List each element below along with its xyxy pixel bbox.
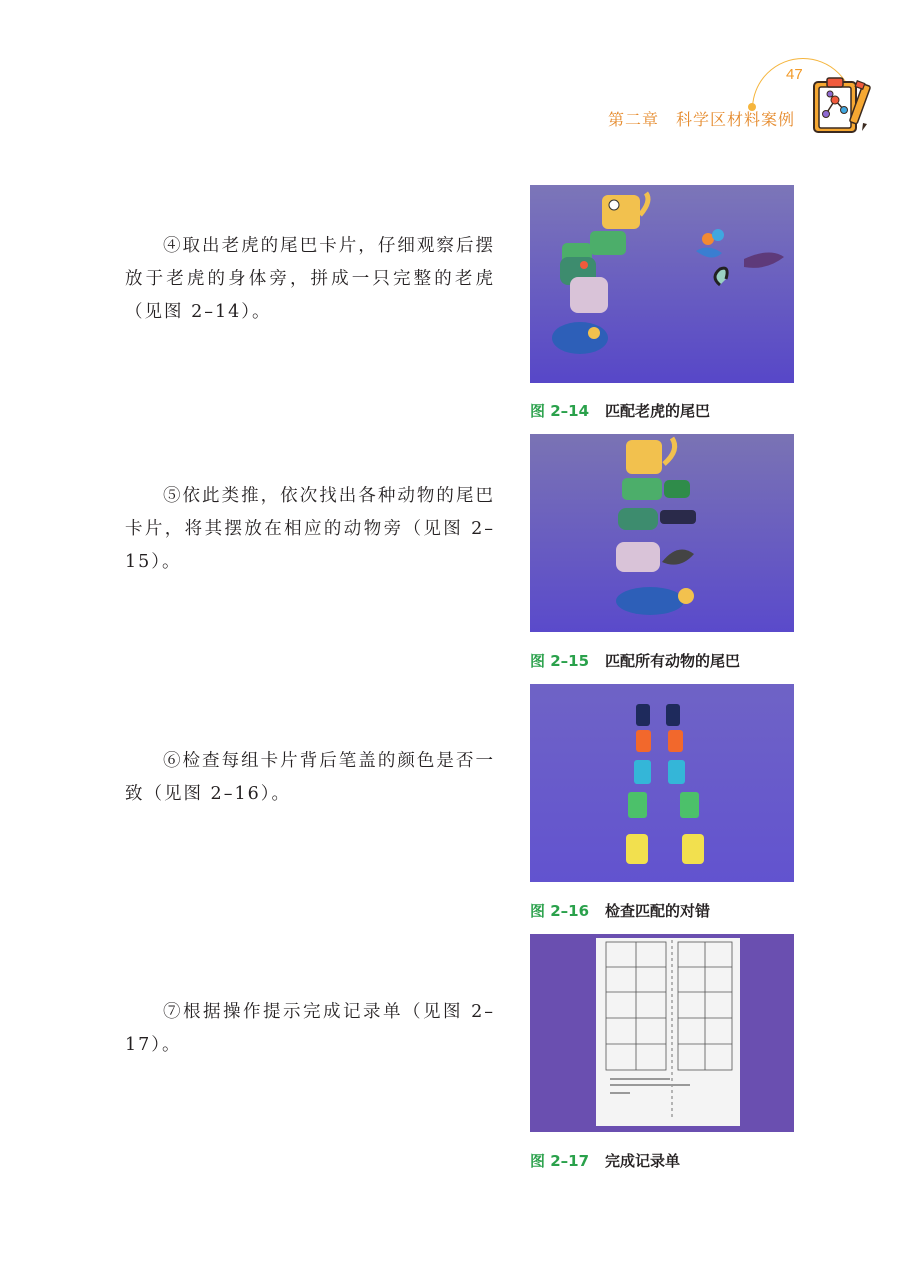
page-number: 47 <box>786 66 803 83</box>
mouse-card <box>552 322 608 354</box>
figure-2-14-photo <box>530 185 794 383</box>
figure-title: 完成记录单 <box>605 1152 681 1170</box>
figure-2-16-photo <box>530 684 794 882</box>
figure-2-17-caption <box>530 1150 680 1171</box>
squirrel-card <box>570 277 608 313</box>
figure-label: 图 2–14 <box>530 402 590 420</box>
record-sheet <box>596 938 740 1126</box>
step-6-text: ⑥检查每组卡片背后笔盖的颜色是否一致（见图 2–16）。 <box>125 751 495 804</box>
figure-label: 图 2–17 <box>530 1152 590 1170</box>
figure-title: 匹配老虎的尾巴 <box>605 402 711 420</box>
step-5-text: ⑤依此类推，依次找出各种动物的尾巴卡片，将其摆放在相应的动物旁（见图 2–15）。 <box>125 486 495 572</box>
figure-2-15-photo <box>530 434 794 632</box>
figure-title: 匹配所有动物的尾巴 <box>605 652 741 670</box>
figure-2-17-photo <box>530 934 794 1132</box>
figure-label: 图 2–15 <box>530 652 590 670</box>
figure-label: 图 2–16 <box>530 902 590 920</box>
chapter-title: 第二章 科学区材料案例 <box>608 110 796 129</box>
step-7-text: ⑦根据操作提示完成记录单（见图 2–17）。 <box>125 1002 495 1055</box>
figure-2-16-caption <box>530 900 710 921</box>
dragon-pair <box>622 478 690 500</box>
step-4-text: ④取出老虎的尾巴卡片，仔细观察后摆放于老虎的身体旁，拼成一只完整的老虎（见图 2–14）。 <box>125 236 495 322</box>
figure-title: 检查匹配的对错 <box>605 902 711 920</box>
figure-2-15-caption <box>530 650 740 671</box>
figure-2-14-caption <box>530 400 710 421</box>
clipboard-molecule-icon <box>808 74 876 136</box>
